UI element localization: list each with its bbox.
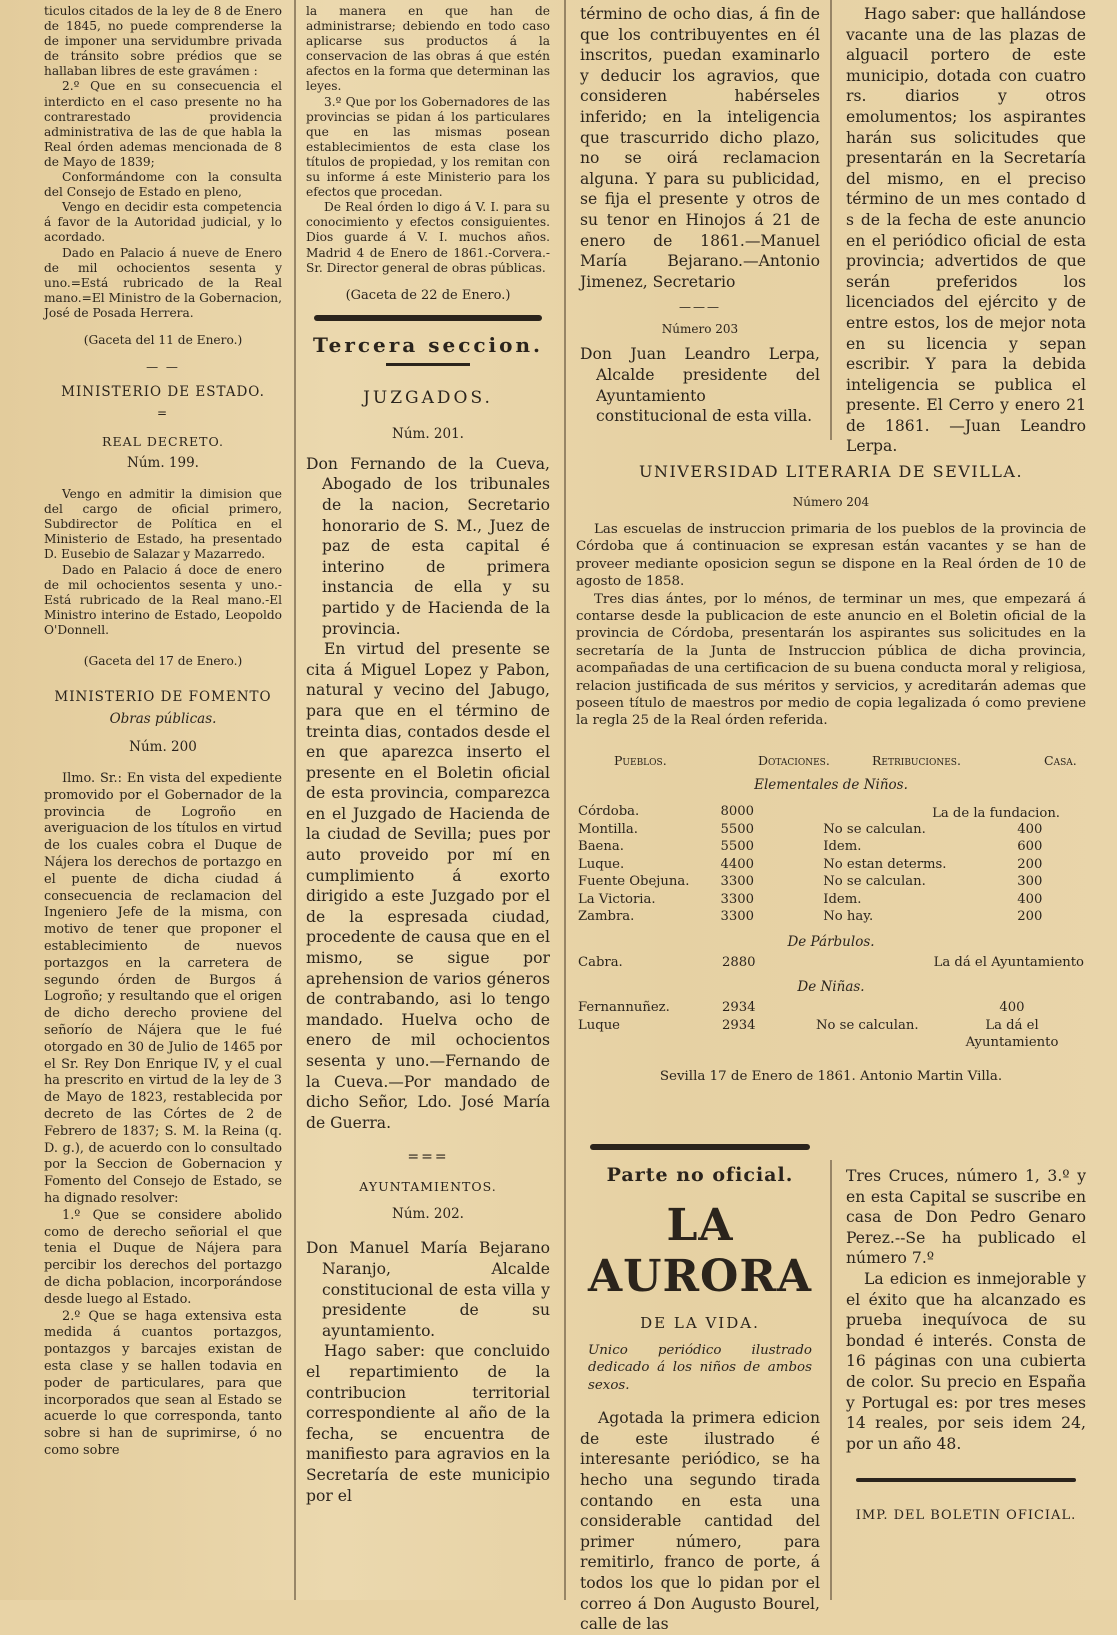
paragraph: Don Juan Leandro Lerpa, Alcalde presidente del Ayuntamiento constitucional de esta villa. bbox=[580, 345, 820, 426]
table-cell: 200 bbox=[1017, 856, 1043, 872]
item-number: Núm. 199. bbox=[127, 455, 199, 472]
paragraph: Dado en Palacio á nueve de Enero de mil ochocientos sesenta y uno.=Está rubricado de la Real mano.=El Ministro de la Gobernacion, José de Posada Herrera. bbox=[44, 245, 282, 320]
table-cell: 400 bbox=[999, 1000, 1025, 1016]
table-cell: Fuente Obejuna. bbox=[578, 874, 690, 890]
table-cell: No se calculan. bbox=[823, 821, 926, 837]
section-rule bbox=[314, 315, 542, 321]
column-rule bbox=[830, 1160, 832, 1600]
tagline: Unico periódico ilustrado dedicado á los niños de ambos sexos. bbox=[588, 1343, 812, 1393]
table-cell: Zambra. bbox=[578, 909, 635, 925]
item-number: Núm. 201. bbox=[392, 425, 464, 442]
paragraph: Don Fernando de la Cueva, Abogado de los tribunales de la nacion, Secretario honorario de S. M., Juez de paz de esta capital é interino de primera instancia de ella y su partido y de Hacienda de la provincia. bbox=[306, 454, 550, 638]
paragraph: Vengo en decidir esta competencia á favor de la Autoridad judicial, y lo acordado. bbox=[44, 200, 282, 245]
table-cell: Montilla. bbox=[578, 821, 638, 837]
imprint: IMP. DEL BOLETIN OFICIAL. bbox=[855, 1508, 1077, 1524]
divider: — — bbox=[146, 360, 180, 375]
paragraph: Agotada la primera edicion de este ilustrado é interesante periódico, se ha hecho una segundo tirada contando en esta una considerable cantidad del primer número, para remitirlo, franco de porte, á todos los que lo pidan por el correo á Don Augusto Bourel, calle de las bbox=[580, 1409, 820, 1634]
paragraph: 2.º Que se haga extensiva esta medida á cuantos portazgos, pontazgos y barcajes existan de esta clase y se hallen todavia en poder de particulares, para que incorporados que sean al Estado se acuerde lo que corresponda, tanto sobre si han de suprimirse, ó no como sobre bbox=[44, 1308, 282, 1458]
section-heading: JUZGADOS. bbox=[363, 387, 493, 408]
ninas-table bbox=[576, 999, 1086, 1052]
vacancies-table bbox=[576, 752, 1086, 770]
column-1 bbox=[44, 4, 282, 1460]
paragraph: Hago saber: que hallándose vacante una de las plazas de alguacil portero de este municipio, dotada con cuatro rs. diarios y otros emolumentos; los aspirantes harán sus solicitudes que presentarán en la Secretaría del mismo, en el preciso término de un mes contado d s de la fecha de este anuncio en el periódico oficial de esta provincia; advertidos de que serán preferidos los licenciados del ejército y de entre estos, los de mejor nota en su licencia y sepan escribir. Y para la debida inteligencia se publica el presente. El Cerro y enero 21 de 1861. —Juan Leandro Lerpa. bbox=[846, 5, 1086, 456]
column-2 bbox=[306, 4, 550, 1506]
table-header-row bbox=[576, 752, 1086, 770]
table-cell: 3300 bbox=[720, 909, 755, 925]
table-cell: Baena. bbox=[578, 839, 624, 855]
table-subheading: Elementales de Niños. bbox=[754, 777, 908, 794]
paragraph: Las escuelas de instruccion primaria de los pueblos de la provincia de Córdoba que á continuacion se expresan están vacantes y se han de proveer mediante oposicion segun se dispone en la Real órden de 10 de agosto de 1858. bbox=[576, 522, 1086, 590]
column-4 bbox=[846, 4, 1086, 456]
item-number: Número 203 bbox=[661, 322, 739, 337]
table-row bbox=[576, 1017, 1086, 1052]
paragraph: 2.º Que en su consecuencia el interdicto en el caso presente no ha contrarestado providencia administrativa de las de que habla la Real órden ademas mencionada de 8 de Mayo de 1839; bbox=[44, 79, 282, 169]
paragraph: Hago saber: que concluido el repartimiento de la contribucion territorial correspondiente al año de la fecha, se encuentra de manifiesto para agravios en la Secretaría de este municipio por el bbox=[306, 1342, 550, 1505]
divider: = bbox=[156, 406, 170, 421]
column-rule bbox=[564, 0, 566, 1600]
paragraph: Vengo en admitir la dimision que del cargo de oficial primero, Subdirector de Política en el Ministerio de Estado, ha presentado D. Eusebio de Salazar y Mazarredo. bbox=[44, 487, 282, 562]
parte-no-oficial bbox=[580, 1140, 820, 1634]
table-subheading: De Párbulos. bbox=[787, 933, 875, 950]
table-header: Dotaciones. bbox=[758, 752, 830, 768]
section-title: Tercera seccion. bbox=[313, 332, 543, 357]
table-cell: 8000 bbox=[720, 804, 755, 820]
universidad-section bbox=[576, 456, 1086, 1116]
section-heading: MINISTERIO DE ESTADO. bbox=[61, 384, 265, 401]
table-row bbox=[576, 838, 1086, 856]
table-cell: 2934 bbox=[722, 1017, 756, 1033]
table-cell: No se calculan. bbox=[823, 874, 926, 890]
item-number: Núm. 202. bbox=[392, 1206, 464, 1223]
section-heading: REAL DECRETO. bbox=[102, 434, 224, 450]
table-cell: Fernannuñez. bbox=[578, 1000, 670, 1016]
table-cell: 600 bbox=[1017, 839, 1043, 855]
paragraph: Ilmo. Sr.: En vista del expediente promovido por el Gobernador de la provincia de Logroño en averiguacion de los títulos en virtud de los cuales cobra el Duque de Nájera los derechos de portazgo en el puente de dicha ciudad á consecuencia de reclamacion del Ingeniero Jefe de la misma, con motivo de tener que proponer el establecimiento de nuevos portazgos en la carretera de segundo órden de Burgos á Logroño; y resultando que el origen de dicho derecho proviene del señorío de Nájera que le fué otorgado en 30 de Julio de 1465 por el Sr. Rey Don Enrique IV, y el cual ha prescrito en virtud de la ley de 3 de Mayo de 1823, restablecida por decreto de las Córtes de 2 de Febrero de 1837; S. M. la Reina (q. D. g.), de acuerdo con lo consultado por la Seccion de Gobernacion y Fomento del Consejo de Estado, se ha dignado resolver: bbox=[44, 771, 282, 1207]
paragraph: Tres Cruces, número 1, 3.º y en esta Capital se suscribe en casa de Don Pedro Genaro Perez.--Se ha publicado el número 7.º bbox=[846, 1167, 1086, 1268]
gaceta-note: (Gaceta del 11 de Enero.) bbox=[83, 332, 243, 347]
divider: === bbox=[407, 1149, 449, 1166]
table-row bbox=[576, 856, 1086, 874]
table-row bbox=[576, 954, 1086, 972]
ninas-body bbox=[576, 999, 1086, 1052]
paragraph: La edicion es inmejorable y el éxito que ha alcanzado es prueba inequívoca de su bondad é interés. Consta de 16 páginas con una cubierta de color. Su precio en España y Portugal es: por tres meses 14 reales, por seis idem 24, por un año 48. bbox=[846, 1269, 1086, 1453]
table-row bbox=[576, 803, 1086, 821]
table-row bbox=[576, 891, 1086, 909]
item-number: Núm. 200 bbox=[129, 739, 197, 756]
column-rule bbox=[294, 0, 296, 1600]
table-cell: Luque. bbox=[578, 856, 625, 872]
table-cell: 3300 bbox=[720, 891, 755, 907]
paragraph: ticulos citados de la ley de 8 de Enero de 1845, no puede comprenderse la de imponer una servidumbre privada de tránsito sobre prédios que se hallaban libres de este gravámen : bbox=[44, 4, 282, 79]
table-cell: No se calculan. bbox=[816, 1017, 919, 1033]
table-subheading: De Niñas. bbox=[797, 979, 865, 996]
table-cell: 400 bbox=[1017, 821, 1043, 837]
table-cell: No hay. bbox=[823, 909, 874, 925]
column-rule bbox=[830, 0, 832, 440]
section-rule bbox=[590, 1144, 810, 1150]
signature: Sevilla 17 de Enero de 1861. Antonio Martin Villa. bbox=[659, 1068, 1003, 1084]
section-subheading: Obras públicas. bbox=[109, 711, 217, 728]
table-cell: La de la fundacion. bbox=[932, 806, 1060, 822]
table-cell: 400 bbox=[1017, 891, 1043, 907]
table-cell: 2934 bbox=[722, 1000, 756, 1016]
section-heading: MINISTERIO DE FOMENTO bbox=[54, 689, 272, 706]
table-header: Casa. bbox=[1044, 752, 1077, 768]
paragraph: Tres dias ántes, por lo ménos, de terminar un mes, que empezará á contarse desde la publicacion de este anuncio en el Boletin oficial de la provincia de Córdoba, presentarán los aspirantes sus solicitudes en la secretaría de la Junta de Instruccion pública de dicha provincia, acompañadas de una certificacion de su buena conducta moral y religiosa, relacion justificada de sus méritos y servicios, y acreditarán ademas que poseen título de maestros por medio de copia legalizada ó como previene la regla 25 de la Real órden referida. bbox=[576, 591, 1086, 729]
table-cell: Idem. bbox=[823, 839, 862, 855]
divider bbox=[386, 363, 470, 366]
table-cell: La dá el Ayuntamiento bbox=[933, 954, 1084, 970]
divider: ——— bbox=[679, 300, 721, 315]
section-rule bbox=[856, 1478, 1076, 1482]
aurora-subtitle: DE LA VIDA. bbox=[640, 1314, 760, 1332]
paragraph: 3.º Que por los Gobernadores de las provincias se pidan á los particulares que en las mismas posean establecimientos de esta clase los títulos de propiedad, y los remitan con su informe á este Ministerio para los efectos que procedan. bbox=[306, 94, 550, 200]
table-cell: 200 bbox=[1017, 909, 1043, 925]
table-cell: 300 bbox=[1017, 874, 1043, 890]
column-3 bbox=[580, 4, 820, 444]
ninos-body bbox=[576, 803, 1086, 926]
item-number: Número 204 bbox=[792, 495, 870, 509]
section-heading: UNIVERSIDAD LITERARIA DE SEVILLA. bbox=[638, 462, 1024, 481]
section-heading: AYUNTAMIENTOS. bbox=[359, 1179, 497, 1195]
paragraph: En virtud del presente se cita á Miguel Lopez y Pabon, natural y vecino del Jabugo, para que en el término de treinta dias, contados desde el en que aparezca inserto el presente en el Boletin oficial de esta provincia, comparezca en el Juzgado de Hacienda de la ciudad de Sevilla; pues por auto proveido por mí en cumplimiento á exorto dirigido a este Juzgado por el de la espresada ciudad, procedente de causa que en el mismo, se sigue por aprehension de varios géneros de contrabando, asi lo tengo mandado. Huelva ocho de enero de mil ochocientos sesenta y uno.—Fernando de la Cueva.—Por mandado de dicho Señor, Ldo. José María de Guerra. bbox=[306, 640, 550, 1132]
ninos-table bbox=[576, 803, 1086, 926]
table-cell: 5500 bbox=[720, 821, 755, 837]
table-row bbox=[576, 908, 1086, 926]
paragraph: Conformándome con la consulta del Consejo de Estado en pleno, bbox=[44, 170, 282, 200]
paragraph: De Real órden lo digo á V. I. para su conocimiento y efectos consiguientes. Dios guarde á V. I. muchos años. Madrid 4 de Enero de 1861.-Corvera.-Sr. Director general de obras públicas. bbox=[306, 200, 550, 275]
paragraph: Dado en Palacio á doce de enero de mil ochocientos sesenta y uno.-Está rubricado de la Real mano.-El Ministro interino de Estado, Leopoldo O'Donnell. bbox=[44, 562, 282, 637]
parvulos-table bbox=[576, 954, 1086, 972]
table-cell: La dá el Ayuntamiento bbox=[965, 1017, 1059, 1051]
paragraph: Don Manuel María Bejarano Naranjo, Alcalde constitucional de esta villa y presidente de su ayuntamiento. bbox=[306, 1239, 550, 1340]
table-row bbox=[576, 821, 1086, 839]
table-cell: Córdoba. bbox=[578, 804, 640, 820]
gaceta-note: (Gaceta de 22 de Enero.) bbox=[345, 287, 511, 303]
table-cell: Luque bbox=[578, 1017, 620, 1033]
paragraph: la manera en que han de administrarse; debiendo en todo caso aplicarse sus productos á la conservacion de las obras á que estén afectos en la forma que determinan las leyes. bbox=[306, 4, 550, 94]
table-cell: 2880 bbox=[722, 954, 756, 970]
table-cell: No estan determs. bbox=[823, 856, 947, 872]
table-cell: 3300 bbox=[720, 874, 755, 890]
aurora-continuation bbox=[846, 1166, 1086, 1600]
paragraph: 1.º Que se considere abolido como de derecho señorial el que tenia el Duque de Nájera para percibir los derechos del portazgo de dicha poblacion, incorporándose desde luego al Estado. bbox=[44, 1207, 282, 1307]
table-row bbox=[576, 873, 1086, 891]
table-cell: 4400 bbox=[720, 856, 755, 872]
aurora-title: LA AURORA bbox=[587, 1200, 813, 1302]
paragraph: término de ocho dias, á fin de que los contribuyentes en él inscritos, puedan examinarlo y deducir los agravios, que consideren habérseles inferido; en la inteligencia que trascurrido dicho plazo, no se oirá reclamacion alguna. Y para su publicidad, se fija el presente y otros de su tenor en Hinojos á 21 de enero de 1861.—Manuel María Bejarano.—Antonio Jimenez, Secretario bbox=[580, 5, 820, 291]
table-cell: Cabra. bbox=[578, 954, 623, 970]
table-cell: Idem. bbox=[823, 891, 862, 907]
table-cell: 5500 bbox=[720, 839, 755, 855]
section-title: Parte no oficial. bbox=[606, 1164, 794, 1186]
table-header: Retribuciones. bbox=[872, 752, 961, 768]
gaceta-note: (Gaceta del 17 de Enero.) bbox=[83, 654, 243, 668]
table-header: Pueblos. bbox=[614, 752, 667, 768]
table-cell: La Victoria. bbox=[578, 891, 656, 907]
table-cell bbox=[814, 999, 938, 1017]
table-row bbox=[576, 999, 1086, 1017]
